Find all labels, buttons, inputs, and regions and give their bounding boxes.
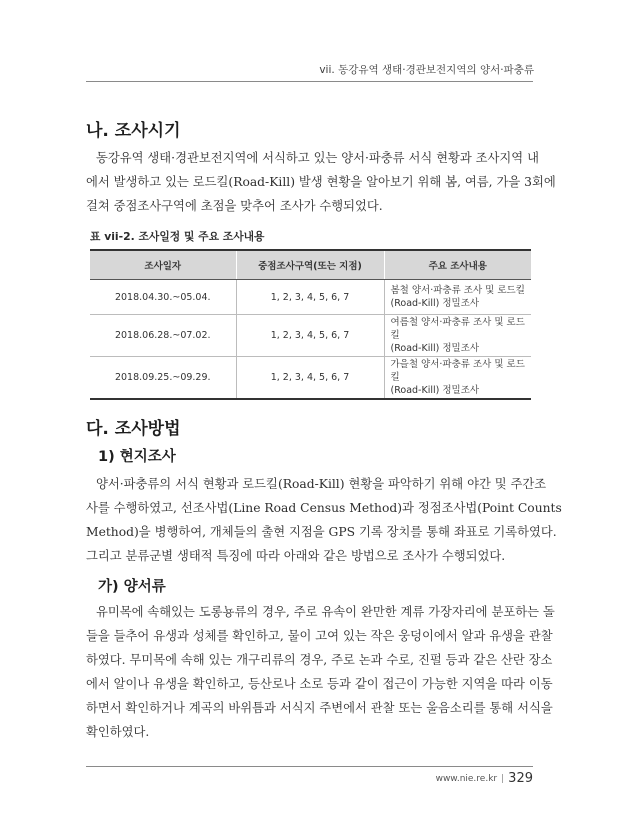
field-survey-paragraph: [86, 472, 562, 568]
text-line: 동강유역 생태·경관보전지역에 서식하고 있는 양서·파충류 서식 현황과 조사지역 내: [96, 151, 539, 165]
cell-content-line: 여름철 양서·파충류 조사 및 로드킬: [390, 317, 525, 341]
cell-content-line: 봄철 양서·파충류 조사 및 로드킬: [390, 285, 525, 296]
amphibians-paragraph: [86, 600, 555, 744]
text-line: 에서 발생하고 있는 로드킬(Road-Kill) 발생 현황을 알아보기 위해 봄, 여름, 가을 3회에: [86, 175, 556, 189]
running-header: vii. 동강유역 생태·경관보전지역의 양서·파충류: [319, 64, 534, 76]
cell-content-line: (Road-Kill) 정밀조사: [390, 298, 480, 309]
text-line: 하였다. 무미목에 속해 있는 개구리류의 경우, 주로 논과 수로, 진펄 등과 같은 산란 장소: [86, 653, 553, 667]
table-caption: 표 vii-2. 조사일정 및 주요 조사내용: [90, 230, 265, 243]
text-line: 유미목에 속해있는 도롱뇽류의 경우, 주로 유속이 완만한 계류 가장자리에 분포하는 돌: [96, 605, 555, 619]
header-divider: [86, 81, 533, 82]
footer-url: www.nie.re.kr: [435, 773, 498, 784]
text-line: Method)을 병행하여, 개체들의 출현 지점을 GPS 기록 장치를 통해 좌표로 기록하였다.: [86, 525, 557, 539]
cell-date: 2018.09.25.~09.29.: [90, 357, 236, 400]
cell-content: [384, 280, 531, 315]
cell-zone: 1, 2, 3, 4, 5, 6, 7: [236, 315, 384, 357]
cell-zone: 1, 2, 3, 4, 5, 6, 7: [236, 357, 384, 400]
section-heading-method: 다. 조사방법: [86, 419, 181, 439]
cell-content: [384, 357, 531, 400]
text-line: 확인하였다.: [86, 725, 150, 739]
cell-content-line: (Road-Kill) 정밀조사: [390, 385, 480, 396]
text-line: 사를 수행하였고, 선조사법(Line Road Census Method)과 정점조사법(Point Counts: [86, 501, 562, 515]
table-row: [90, 357, 531, 400]
footer-separator: |: [501, 773, 505, 784]
schedule-paragraph: [86, 146, 556, 218]
text-line: 에서 알이나 유생을 확인하고, 등산로나 소로 등과 같이 접근이 가능한 지역을 따라 이동: [86, 677, 553, 691]
cell-date: 2018.06.28.~07.02.: [90, 315, 236, 357]
cell-content-line: (Road-Kill) 정밀조사: [390, 343, 480, 354]
column-header-content: 주요 조사내용: [384, 250, 531, 280]
footer-divider: [86, 766, 533, 767]
text-line: 걸쳐 중점조사구역에 초점을 맞추어 조사가 수행되었다.: [86, 199, 383, 213]
table-header-row: [90, 250, 531, 280]
subsection-heading-amphibians: 가) 양서류: [98, 579, 166, 595]
text-line: 들을 들추어 유생과 성체를 확인하고, 물이 고여 있는 작은 웅덩이에서 알과 유생을 관찰: [86, 629, 553, 643]
table-row: [90, 280, 531, 315]
section-heading-schedule: 나. 조사시기: [86, 121, 181, 141]
table-row: [90, 315, 531, 357]
cell-date: 2018.04.30.~05.04.: [90, 280, 236, 315]
survey-schedule-table: [90, 249, 531, 400]
subsection-heading-field-survey: 1) 현지조사: [98, 449, 176, 465]
text-line: 하면서 확인하거나 계곡의 바위틈과 서식지 주변에서 관찰 또는 울음소리를 통해 서식을: [86, 701, 553, 715]
cell-content: [384, 315, 531, 357]
text-line: 그리고 분류군별 생태적 특징에 따라 아래와 같은 방법으로 조사가 수행되었다.: [86, 549, 506, 563]
column-header-date: 조사일자: [90, 250, 236, 280]
cell-zone: 1, 2, 3, 4, 5, 6, 7: [236, 280, 384, 315]
cell-content-line: 가을철 양서·파충류 조사 및 로드킬: [390, 359, 525, 383]
text-line: 양서·파충류의 서식 현황과 로드킬(Road-Kill) 현황을 파악하기 위해 야간 및 주간조: [96, 477, 547, 491]
page-number: 329: [508, 771, 533, 786]
page-footer: [436, 771, 533, 786]
column-header-zone: 중점조사구역(또는 지점): [236, 250, 384, 280]
